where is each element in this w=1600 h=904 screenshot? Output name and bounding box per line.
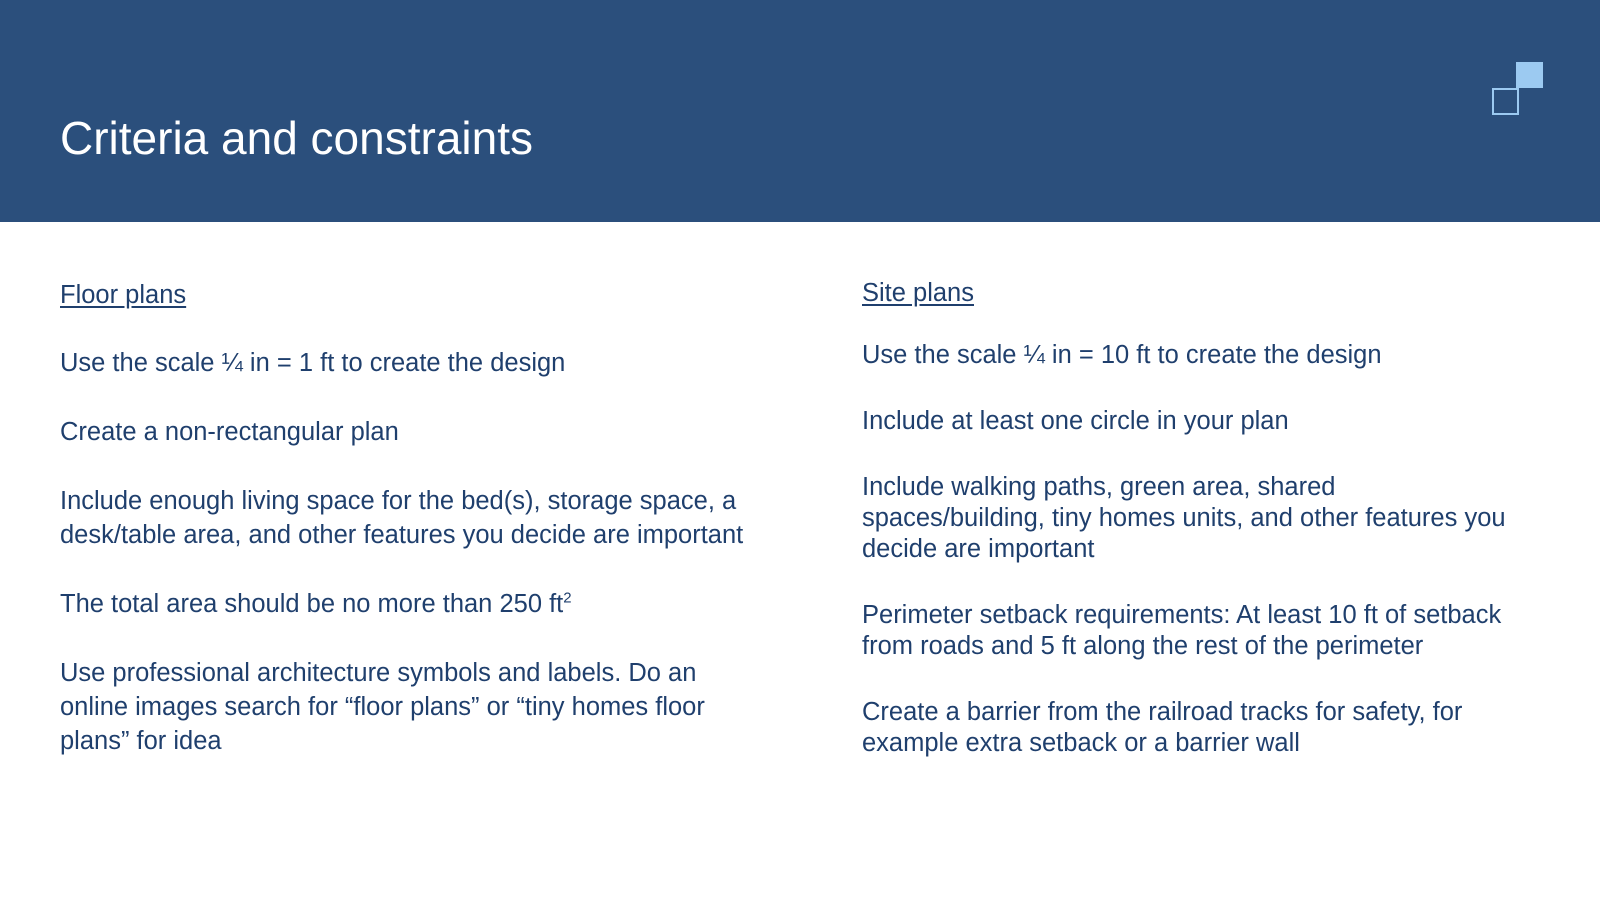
floor-plans-item-shape: Create a non-rectangular plan [60,418,399,446]
site-plans-item-circle: Include at least one circle in your plan [862,407,1289,435]
slide-title: Criteria and constraints [60,112,533,164]
site-plans-item-features: Include walking paths, green area, shared spaces/building, tiny homes units, and other features you decide are important [862,473,1506,563]
logo-outline-square [1492,88,1519,115]
site-plans-column [862,278,1522,794]
floor-plans-column [60,278,760,793]
area-superscript: 2 [563,589,572,607]
floor-plans-item-symbols: Use professional architecture symbols and labels. Do an online images search for “floor plans” or “tiny homes floor plans” for idea [60,659,705,755]
floor-plans-item-living-space: Include enough living space for the bed(s), storage space, a desk/table area, and other features you decide are important [60,487,744,549]
floor-plans-item-scale: Use the scale ¼ in = 1 ft to create the design [60,349,566,377]
site-plans-item-barrier: Create a barrier from the railroad tracks for safety, for example extra setback or a barrier wall [862,698,1463,757]
floor-plans-item-total-area-text: The total area should be no more than 250 ft [60,590,564,618]
logo-filled-square [1516,62,1543,88]
site-plans-heading: Site plans [862,279,974,307]
two-squares-logo-icon [1492,62,1548,114]
floor-plans-item-total-area [60,587,760,621]
site-plans-item-scale: Use the scale ¼ in = 10 ft to create the design [862,341,1382,369]
floor-plans-heading: Floor plans [60,281,187,309]
site-plans-item-setback: Perimeter setback requirements: At least 10 ft of setback from roads and 5 ft along the rest of the perimeter [862,601,1502,660]
title-bar [0,0,1600,222]
